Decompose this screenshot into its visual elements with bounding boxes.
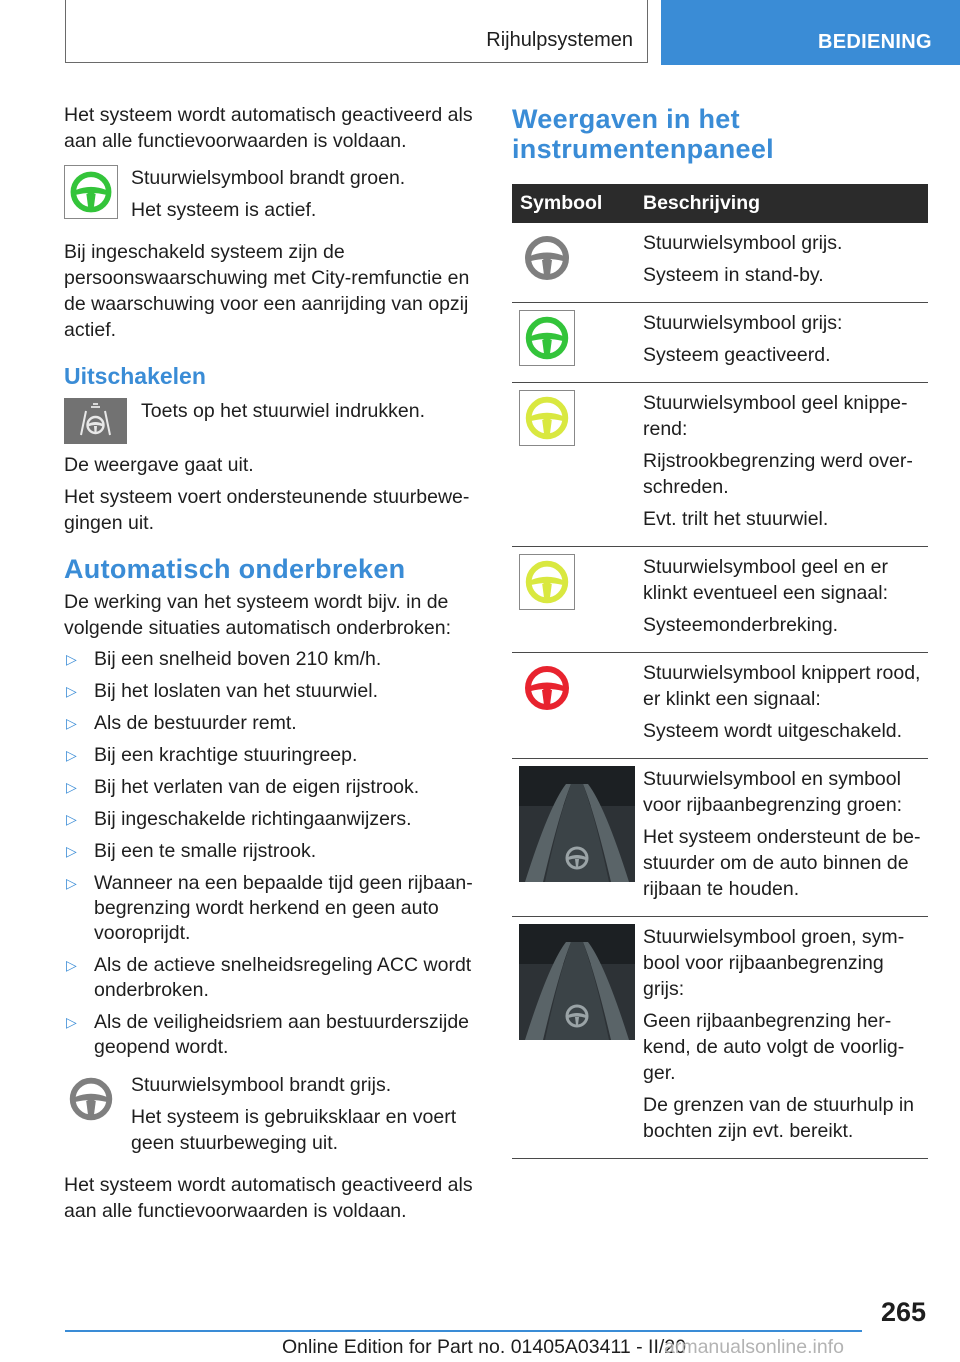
footer-divider bbox=[65, 1330, 862, 1332]
triangle-bullet-icon: ▷ bbox=[66, 747, 77, 763]
table-cell-text: Systeem in stand-by. bbox=[643, 264, 824, 286]
heading-weergaven: Weergaven in het instrumentenpaneel bbox=[512, 104, 774, 164]
paragraph-auto-activation: Het systeem wordt automatisch geactiveerd als aan alle functievoorwaarden is voldaan. bbox=[64, 1174, 473, 1222]
triangle-bullet-icon: ▷ bbox=[66, 811, 77, 827]
table-cell-text: Systeemonderbreking. bbox=[643, 614, 839, 636]
triangle-bullet-icon: ▷ bbox=[66, 875, 77, 891]
table-cell-text: Stuurwielsymbool geel en er klinkt eventueel een signaal: bbox=[643, 556, 888, 604]
icon-note-gray bbox=[64, 1072, 479, 1162]
triangle-bullet-icon: ▷ bbox=[66, 651, 77, 667]
header-chapter-box bbox=[65, 0, 648, 63]
icon-note-line: Stuurwielsymbool brandt grijs. bbox=[131, 1074, 392, 1096]
lane-assist-button-icon bbox=[64, 398, 127, 444]
steering-wheel-green-icon bbox=[519, 310, 575, 366]
table-row bbox=[512, 917, 928, 1159]
paragraph-steering-support: Het systeem voert ondersteunende stuurbewegingen uit. bbox=[64, 486, 470, 534]
section-tab-label: BEDIENING bbox=[818, 31, 932, 53]
footer-watermark: armanualsonline.info bbox=[664, 1336, 844, 1358]
chapter-title: Rijhulpsystemen bbox=[486, 29, 633, 51]
paragraph-warnings: Bij ingeschakeld systeem zijn de persoonswaarschuwing met City-remfunctie en de waarschuwing voor een aanrijding van opzij actief. bbox=[64, 241, 470, 341]
steering-wheel-yellow-icon bbox=[519, 554, 575, 610]
table-cell-text: Stuurwielsymbool grijs. bbox=[643, 232, 843, 254]
triangle-bullet-icon: ▷ bbox=[66, 957, 77, 973]
table-cell-text: Evt. trilt het stuurwiel. bbox=[643, 508, 829, 530]
icon-note-green bbox=[64, 165, 479, 229]
paragraph-display-off: De weergave gaat uit. bbox=[64, 454, 254, 476]
list-item: ▷ Bij een te smalle rijstrook. bbox=[66, 840, 317, 862]
table-cell-text: Stuurwielsymbool grijs: bbox=[643, 312, 843, 334]
paragraph-activation: Het systeem wordt automatisch geactiveerd als aan alle functievoorwaarden is voldaan. bbox=[64, 104, 473, 152]
list-item: ▷ Als de bestuurder remt. bbox=[66, 712, 297, 734]
symbol-table bbox=[512, 184, 928, 1159]
steering-wheel-yellow-blinking-icon bbox=[519, 390, 575, 446]
lane-display-gray-lines-icon bbox=[519, 924, 635, 1040]
list-item: ▷ Bij een snelheid boven 210 km/h. bbox=[66, 648, 382, 670]
table-row bbox=[512, 303, 928, 383]
heading-automatisch-onderbreken: Automatisch onderbreken bbox=[64, 554, 406, 584]
left-column bbox=[64, 102, 479, 1235]
table-cell-text: Geen rijbaanbegrenzing herkend, de auto volgt de voorligger. bbox=[643, 1010, 905, 1084]
list-item: ▷ Bij ingeschakelde richtingaanwijzers. bbox=[66, 808, 412, 830]
list-item: ▷ Bij het loslaten van het stuurwiel. bbox=[66, 680, 378, 702]
button-instruction bbox=[64, 398, 479, 444]
table-cell-text: Systeem geactiveerd. bbox=[643, 344, 831, 366]
triangle-bullet-icon: ▷ bbox=[66, 843, 77, 859]
interrupt-situations-list bbox=[64, 647, 479, 1060]
footer-edition-text: Online Edition for Part no. 01405A03411 - II/20 bbox=[282, 1336, 686, 1358]
icon-note-line: Het systeem is actief. bbox=[131, 199, 317, 221]
steering-wheel-gray-icon bbox=[64, 1072, 118, 1126]
triangle-bullet-icon: ▷ bbox=[66, 779, 77, 795]
table-row bbox=[512, 383, 928, 547]
page-number: 265 bbox=[880, 1297, 926, 1327]
steering-wheel-red-icon bbox=[519, 660, 575, 716]
icon-note-line: Stuurwielsymbool brandt groen. bbox=[131, 167, 406, 189]
table-cell-text: Stuurwielsymbool en symbool voor rijbaanbegrenzing groen: bbox=[643, 768, 903, 816]
triangle-bullet-icon: ▷ bbox=[66, 683, 77, 699]
table-cell-text: Rijstrookbegrenzing werd overschreden. bbox=[643, 450, 913, 498]
list-item: ▷ Als de actieve snelheidsregeling ACC wordt onderbroken. bbox=[66, 954, 472, 1001]
list-item: ▷ Wanneer na een bepaalde tijd geen rijbaanbegrenzing wordt herkend en geen auto vooroprijdt. bbox=[66, 872, 473, 944]
triangle-bullet-icon: ▷ bbox=[66, 1014, 77, 1030]
table-cell-text: Stuurwielsymbool groen, symbool voor rijbaanbegrenzing grijs: bbox=[643, 926, 905, 1000]
column-header-description: Beschrijving bbox=[643, 184, 928, 223]
table-row bbox=[512, 759, 928, 917]
right-column bbox=[512, 104, 928, 1159]
heading-uitschakelen: Uitschakelen bbox=[64, 363, 206, 389]
paragraph-interrupt-intro: De werking van het systeem wordt bijv. in de volgende situaties automatisch onderbroken: bbox=[64, 591, 451, 639]
button-instruction-text: Toets op het stuurwiel indrukken. bbox=[141, 400, 425, 422]
icon-note-line: Het systeem is gebruiksklaar en voert geen stuurbeweging uit. bbox=[131, 1106, 457, 1154]
table-row bbox=[512, 223, 928, 303]
list-item: ▷ Bij een krachtige stuuringreep. bbox=[66, 744, 358, 766]
section-tab-bediening[interactable] bbox=[661, 0, 960, 65]
list-item: ▷ Als de veiligheidsriem aan bestuurderszijde geopend wordt. bbox=[66, 1011, 470, 1058]
table-cell-text: De grenzen van de stuurhulp in bochten zijn evt. bereikt. bbox=[643, 1094, 915, 1142]
column-header-symbol: Symbool bbox=[512, 184, 643, 223]
steering-wheel-green-icon bbox=[64, 165, 118, 219]
table-cell-text: Stuurwielsymbool knippert rood, er klinkt een signaal: bbox=[643, 662, 921, 710]
lane-display-green-lines-icon bbox=[519, 766, 635, 882]
table-row bbox=[512, 653, 928, 759]
table-header-row bbox=[512, 184, 928, 223]
table-cell-text: Systeem wordt uitgeschakeld. bbox=[643, 720, 903, 742]
list-item: ▷ Bij het verlaten van de eigen rijstrook. bbox=[66, 776, 420, 798]
table-cell-text: Stuurwielsymbool geel knipperend: bbox=[643, 392, 908, 440]
steering-wheel-gray-icon bbox=[519, 230, 575, 286]
table-cell-text: Het systeem ondersteunt de bestuurder om de auto binnen de rijbaan te houden. bbox=[643, 826, 921, 900]
triangle-bullet-icon: ▷ bbox=[66, 715, 77, 731]
table-row bbox=[512, 547, 928, 653]
